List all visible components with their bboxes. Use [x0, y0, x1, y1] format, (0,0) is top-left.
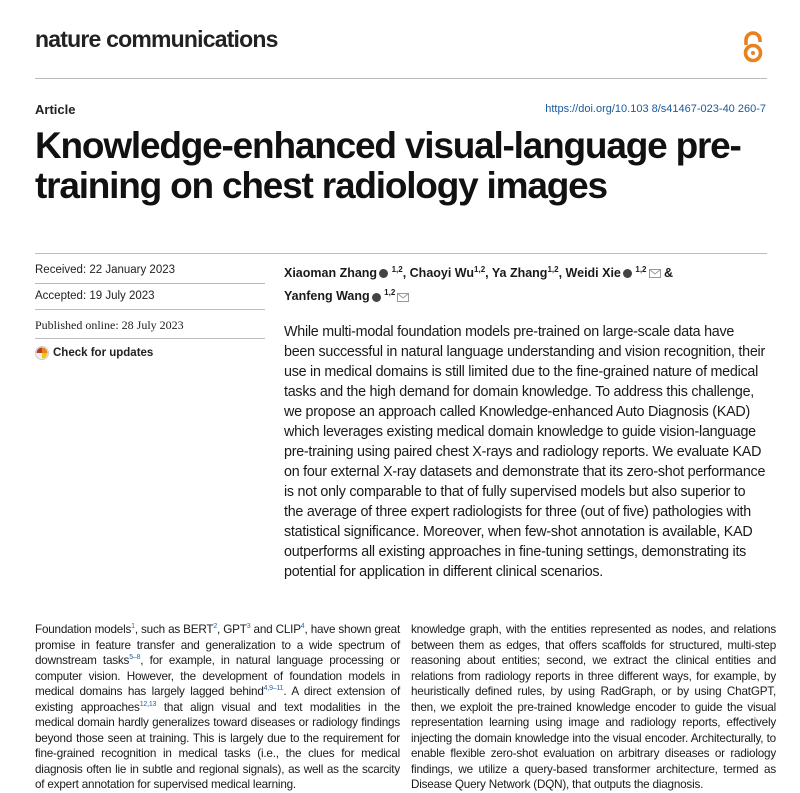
reference-link[interactable]: 4 [300, 623, 305, 631]
author-separator: , [558, 266, 563, 281]
author-separator: & [660, 266, 673, 281]
body-text: Foundation models [35, 623, 132, 636]
author-affiliation: 1,2 [474, 265, 486, 274]
body-column-left [35, 622, 400, 793]
body-column-right: knowledge graph, with the entities represented as nodes, and relations between them as edges, that offers scaffolds for structured, multi-step reasoning about entities; second, we extract the clinical entities and relations from radiology reports in three different ways, for example, by heuristically defined rules, by using RadGraph, or by using ChatGPT, then, we exploit the pre-trained knowledge encoder to guide the visual representation learning using image and radiology reports, effectively injecting the domain knowledge into the visual encoder. Architecturally, to enable flexible zero-shot evaluation on arbitrary diseases or radiology findings, we utilize a query-based transformer architecture, termed as Disease Query Network (DQN), that outputs the diagnosis. [411, 623, 776, 791]
author[interactable] [492, 266, 562, 280]
reference-link[interactable]: 2 [213, 623, 218, 631]
orcid-icon[interactable] [379, 269, 388, 278]
body-text: that align visual and text modalities in the medical domain hardly generalizes toward diseases or radiology findings beyond those seen at training. This is largely due to the requirement for fine-grained recognition in medical tasks (i.e., the clues for medical diagnosis often lie in subtle and regional signals), as well as the scarcity of expert annotation for supervised medical learning. [35, 700, 400, 791]
received-date: Received: 22 January 2023 [35, 264, 176, 276]
author-separator: , [485, 266, 489, 281]
reference-link[interactable]: 4,9–11 [263, 685, 284, 693]
author-affiliation: 1,2 [384, 288, 396, 298]
meta-divider [35, 309, 265, 310]
author-name: Ya Zhang [491, 266, 548, 281]
check-for-updates-button[interactable] [35, 346, 153, 360]
email-icon[interactable] [649, 269, 661, 278]
orcid-icon[interactable] [623, 269, 632, 278]
abstract: While multi-modal foundation models pre-trained on large-scale data have been successful in natural language understanding and vision recognition, their use in medical domains is still limited due to the fine-grained nature of medical tasks and the high demand for domain knowledge. To address this challenge, we propose an approach called Knowledge-enhanced Auto Diagnosis (KAD) which leverages existing medical domain knowledge to guide vision-language pre-training using paired chest X-rays and radiology reports. We evaluate KAD on four external X-ray datasets and demonstrate that its zero-shot performance is not only comparable to that of fully supervised models but also superior to the average of three expert radiologists for three (out of five) pathologies with statistical significance. Moreover, when few-shot annotation is available, KAD outperforms all existing approaches in fine-tuning settings, demonstrating its potential for application in different clinical scenarios. [284, 324, 766, 580]
body-text: . A direct extension of existing approaches [35, 685, 401, 714]
author-name: Chaoyi Wu [409, 266, 475, 281]
body-text: and CLIP [250, 623, 301, 636]
author[interactable] [284, 266, 406, 280]
orcid-icon[interactable] [372, 293, 381, 302]
author-name: Yanfeng Wang [284, 289, 370, 304]
body-text: , have shown great promise in feature transfer and generalization to a wide spectrum of downstream tasks [35, 623, 400, 667]
published-date: Published online: 28 July 2023 [35, 318, 184, 332]
meta-divider [35, 283, 265, 284]
reference-link[interactable]: 3 [246, 623, 251, 631]
doi-link[interactable]: https://doi.org/10.103 8/s41467-023-40 260-7 [545, 103, 766, 115]
author[interactable] [566, 266, 673, 280]
author[interactable] [410, 266, 489, 280]
check-for-updates-label: Check for updates [53, 347, 154, 359]
author-affiliation: 1,2 [547, 265, 559, 274]
author-list [284, 260, 764, 306]
author-name: Xiaoman Zhang [284, 266, 378, 281]
journal-name[interactable]: nature communications [35, 26, 278, 52]
author-affiliation: 1,2 [635, 265, 647, 274]
check-for-updates-icon [35, 346, 49, 360]
accepted-date: Accepted: 19 July 2023 [35, 290, 155, 302]
body-text: , GPT [217, 623, 247, 636]
author-separator: , [402, 266, 407, 281]
open-access-icon [740, 30, 766, 64]
author-affiliation: 1,2 [391, 265, 403, 274]
author-name: Weidi Xie [565, 266, 621, 281]
email-icon[interactable] [397, 293, 409, 302]
reference-link[interactable]: 1 [131, 623, 135, 631]
body-text: , for example, in natural language processing or computer vision. However, the development of foundation models in medical domains has largely lagged behind [35, 654, 400, 698]
article-title: Knowledge-enhanced visual-language pre-training on chest radiology images [35, 125, 741, 206]
body-text: , such as BERT [134, 623, 214, 636]
meta-divider [35, 338, 265, 339]
title-divider [35, 253, 767, 254]
article-type: Article [35, 102, 76, 117]
header-divider [35, 78, 767, 79]
reference-link[interactable]: 5–8 [129, 654, 141, 662]
reference-link[interactable]: 12,13 [139, 700, 157, 708]
author[interactable] [284, 289, 409, 303]
